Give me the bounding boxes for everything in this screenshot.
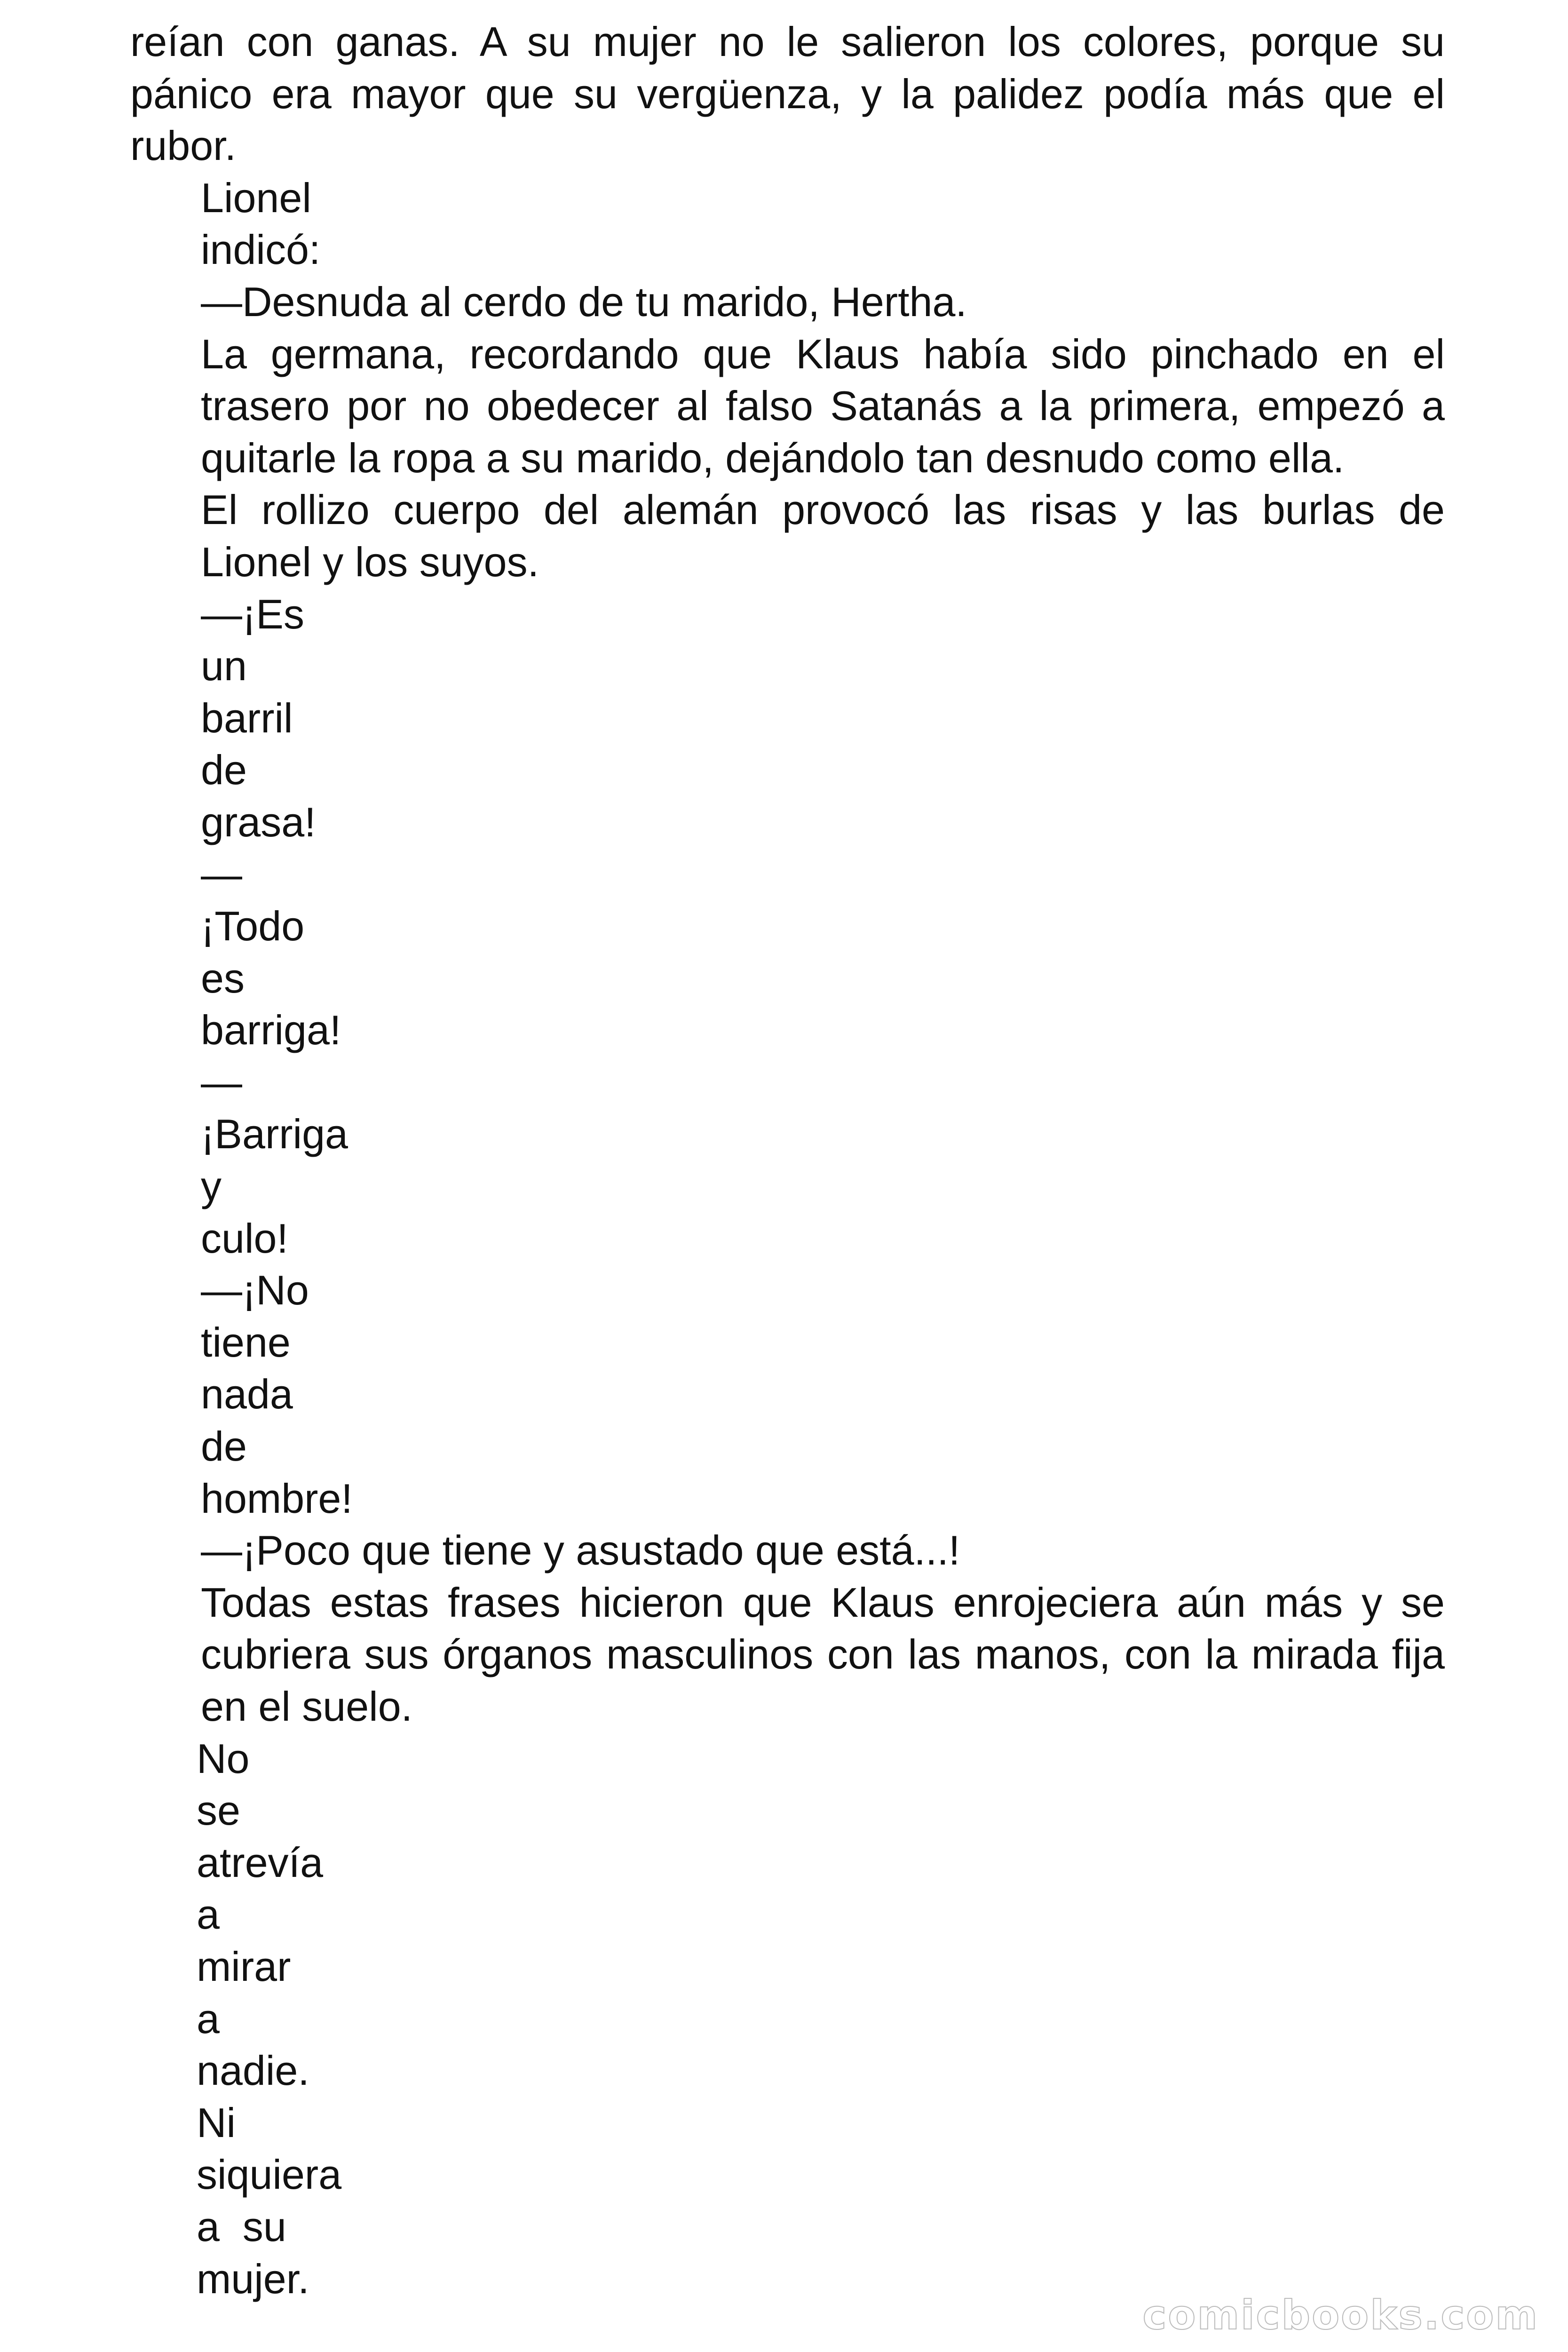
body-text	[130, 16, 1445, 2305]
paragraph-25: hombre!	[201, 1475, 353, 1522]
paragraph-8: —¡Es	[201, 590, 304, 637]
paragraph-14: ¡Todo	[201, 903, 305, 950]
paragraph-21: —¡No	[201, 1267, 309, 1314]
paragraph-29: se	[197, 1787, 240, 1834]
paragraph-16: barriga!	[201, 1007, 341, 1054]
paragraph-15: es	[201, 954, 245, 1001]
paragraph-12: grasa!	[201, 798, 316, 845]
paragraph-27: Todas estas frases hicieron que Klaus enrojeciera aún más y se cubriera sus órganos masculinos con las manos, con la mirada fija en el suelo.	[201, 1579, 1445, 1730]
paragraph-33: a	[197, 1995, 220, 2042]
paragraph-3: indicó:	[201, 226, 321, 273]
paragraph-2: Lionel	[201, 174, 311, 221]
paragraph-13: —	[201, 850, 242, 898]
paragraph-24: de	[201, 1423, 247, 1470]
paragraph-20: culo!	[201, 1215, 288, 1262]
watermark: comicbooks.com	[1142, 2292, 1539, 2339]
paragraph-36: siquiera	[197, 2151, 342, 2198]
paragraph-9: un	[201, 643, 247, 690]
paragraph-6: El rollizo cuerpo del alemán provocó las risas y las burlas de	[201, 486, 1445, 533]
paragraph-5: La germana, recordando que Klaus había sido pinchado en el trasero por no obedecer al falso Satanás a la primera, empezó a quitarle la ropa a su marido, dejándolo tan desnudo como ella.	[201, 330, 1445, 481]
paragraph-32: mirar	[197, 1943, 291, 1990]
paragraph-28: No	[197, 1735, 250, 1782]
paragraph-37: a su	[197, 2203, 286, 2250]
paragraph-10: barril	[201, 694, 293, 741]
paragraph-4: —Desnuda al cerdo de tu marido, Hertha.	[201, 278, 967, 325]
paragraph-17: —	[201, 1058, 242, 1105]
paragraph-30: atrevía	[197, 1839, 324, 1886]
paragraph-26: —¡Poco que tiene y asustado que está...!	[201, 1527, 960, 1574]
paragraph-31: a	[197, 1891, 220, 1938]
paragraph-34: nadie.	[197, 2047, 309, 2094]
paragraph-22: tiene	[201, 1319, 291, 1366]
paragraph-35: Ni	[197, 2099, 236, 2146]
paragraph-7: Lionel y los suyos.	[201, 538, 539, 585]
paragraph-11: de	[201, 747, 247, 794]
paragraph-38: mujer.	[197, 2255, 309, 2302]
paragraph-23: nada	[201, 1371, 293, 1418]
paragraph-1: reían con ganas. A su mujer no le salieron los colores, porque su pánico era mayor que su vergüenza, y la palidez podía más que el rubor.	[130, 18, 1445, 169]
paragraph-19: y	[201, 1163, 222, 1210]
paragraph-18: ¡Barriga	[201, 1111, 348, 1158]
